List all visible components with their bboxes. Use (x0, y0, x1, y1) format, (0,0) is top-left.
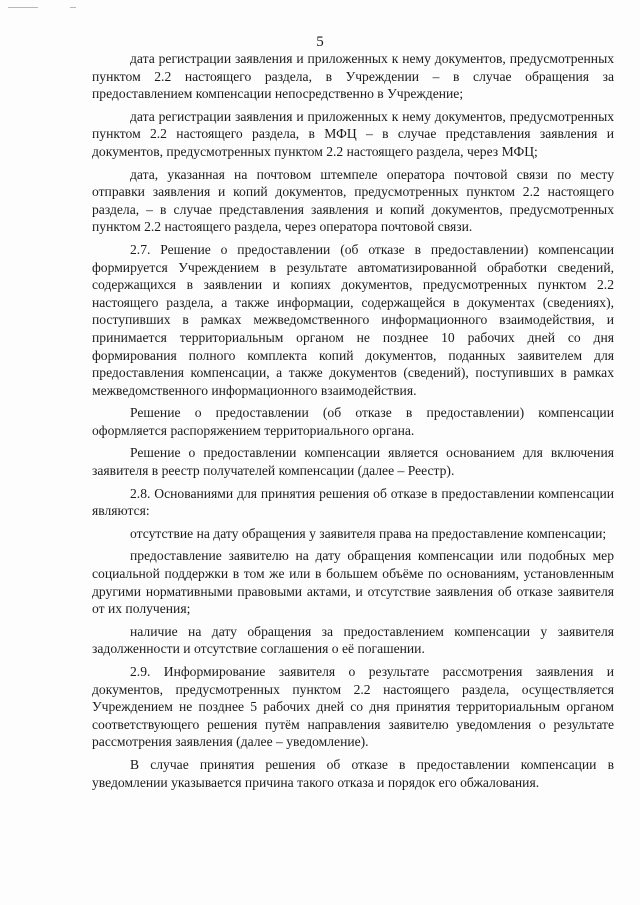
paragraph: дата регистрации заявления и приложенных к нему документов, предусмотренных пунктом 2.2 настоящего раздела, в Учреждении – в случае обращения за предоставлением компенсации непосредственно в Учреждение; (92, 51, 614, 102)
paragraph: предоставление заявителю на дату обращения компенсации или подобных мер социальной поддержки в том же или в большем объёме по основаниям, установленным другими нормативными правовыми актами, и отсутствие заявления об отказе заявителя от их получения; (92, 548, 614, 617)
paragraph: наличие на дату обращения за предоставлением компенсации у заявителя задолженности и отсутствие соглашения о её погашении. (92, 623, 614, 657)
paragraph: В случае принятия решения об отказе в предоставлении компенсации в уведомлении указывается причина такого отказа и порядок его обжалования. (92, 756, 614, 790)
paragraph: дата, указанная на почтовом штемпеле оператора почтовой связи по месту отправки заявления и копий документов, предусмотренных пунктом 2.2 настоящего раздела, – в случае представления заявления и копий документов, предусмотренных пунктом 2.2 настоящего раздела, через оператора почтовой связи. (92, 166, 614, 235)
page-number: 5 (316, 34, 324, 50)
paragraph: дата регистрации заявления и приложенных к нему документов, предусмотренных пунктом 2.2 настоящего раздела, в МФЦ – в случае представления заявления и документов, предусмотренных пунктом 2.2 настоящего раздела, через МФЦ; (92, 108, 614, 159)
paragraph: Решение о предоставлении компенсации является основанием для включения заявителя в реестр получателей компенсации (далее – Реестр). (92, 445, 614, 479)
scan-artifact (70, 7, 76, 8)
paragraph: 2.8. Основаниями для принятия решения об отказе в предоставлении компенсации являются: (92, 485, 614, 519)
paragraph: 2.9. Информирование заявителя о результате рассмотрения заявления и документов, предусмотренных пунктом 2.2 настоящего раздела, осуществляется Учреждением не позднее 5 рабочих дней со дня принятия территориальным органом соответствующего решения путём направления заявителю уведомления о результате рассмотрения заявления (далее – уведомление). (92, 664, 614, 750)
paragraph: отсутствие на дату обращения у заявителя права на предоставление компенсации; (130, 525, 607, 541)
paragraph: 2.7. Решение о предоставлении (об отказе в предоставлении) компенсации формируется Учреждением в результате автоматизированной обработки сведений, содержащихся в заявлении и копиях документов, предусмотренных пунктом 2.2 настоящего раздела, а также информации, содержащейся в документах (сведениях), поступивших в рамках межведомственного информационного взаимодействия, и принимается территориальным органом не позднее 10 рабочих дней со дня формирования полного комплекта копий документов, поданных заявителем для предоставления компенсации, а также документов (сведений), поступивших в рамках межведомственного информационного взаимодействия. (92, 241, 614, 398)
paragraph: Решение о предоставлении (об отказе в предоставлении) компенсации оформляется распоряжением территориального органа. (92, 405, 614, 438)
scan-artifact (8, 7, 38, 8)
document-body (92, 50, 614, 796)
